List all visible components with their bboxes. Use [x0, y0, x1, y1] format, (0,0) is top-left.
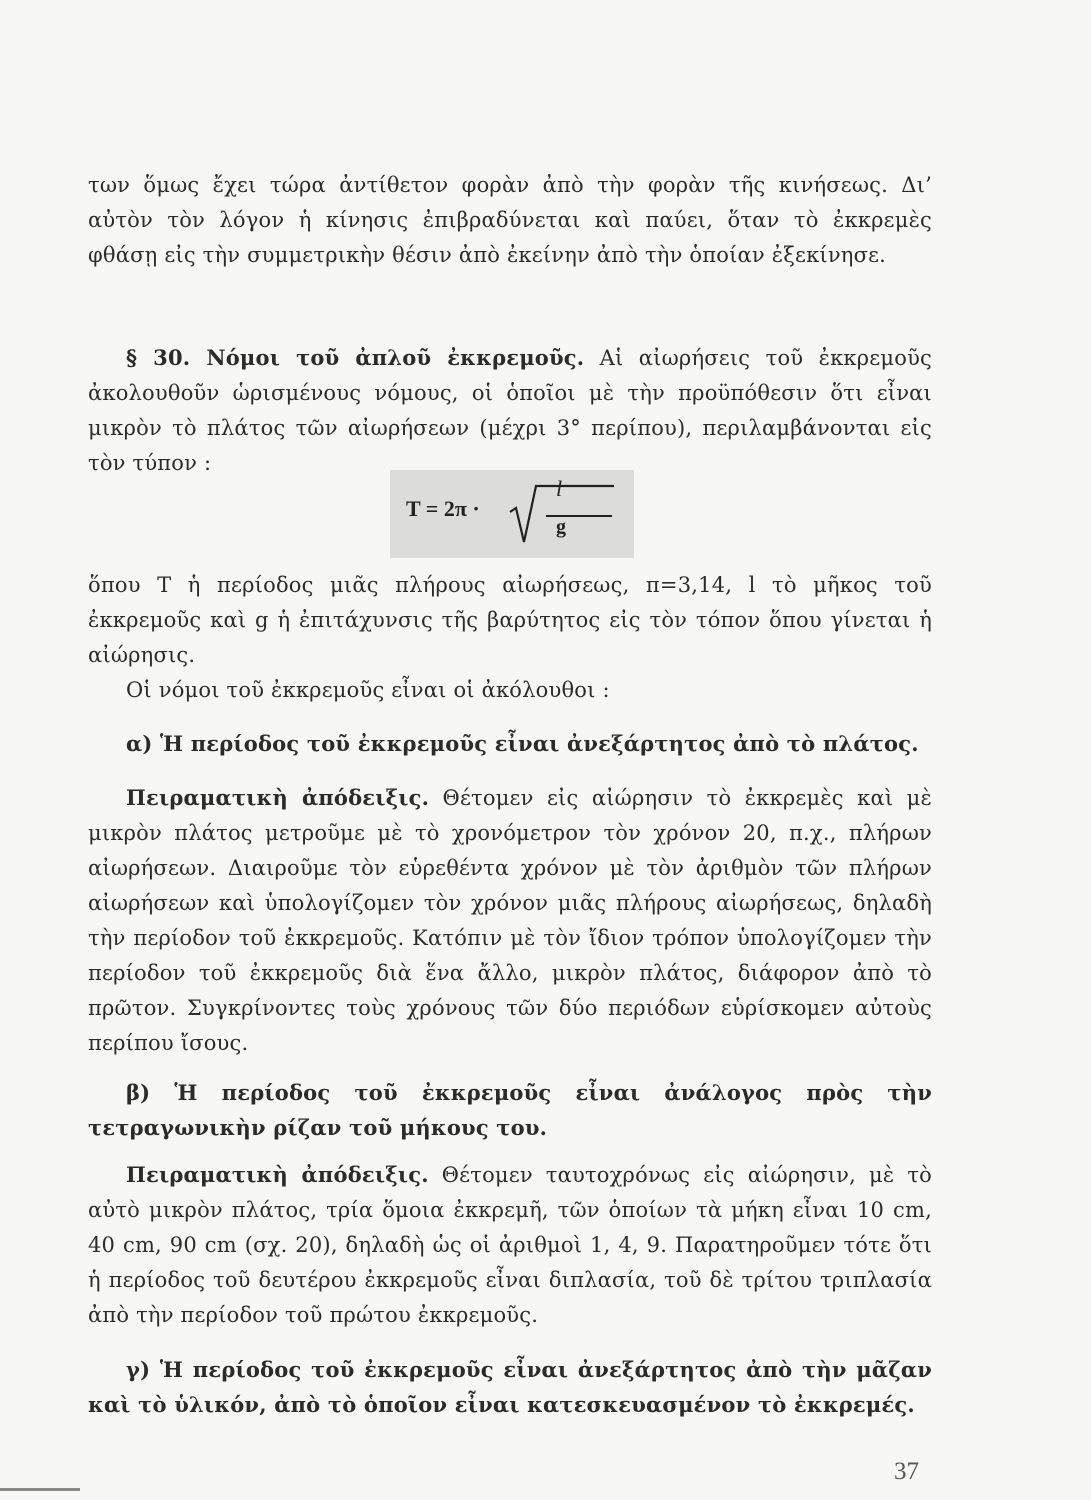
section-heading: § 30. Νόμοι τοῦ ἀπλοῦ ἐκκρεμοῦς. — [126, 345, 585, 370]
law-a-statement: α) Ἡ περίοδος τοῦ ἐκκρεμοῦς εἶναι ἀνεξάρτητος ἀπὸ τὸ πλάτος. — [126, 731, 919, 756]
laws-intro: Οἱ νόμοι τοῦ ἐκκρεμοῦς εἶναι οἱ ἀκόλουθοι : — [126, 678, 610, 702]
page-edge-shadow — [0, 1488, 80, 1491]
proof-a — [88, 780, 932, 1061]
law-c — [88, 1352, 932, 1422]
formula-lhs: T = 2π · — [406, 496, 480, 521]
proof-b — [88, 1157, 932, 1333]
section-30 — [88, 340, 932, 481]
proof-b-paragraph — [88, 1157, 932, 1333]
page-number: 37 — [894, 1458, 919, 1485]
paragraph-continuation — [88, 168, 932, 273]
proof-a-paragraph — [88, 780, 932, 1061]
law-c-statement: γ) Ἡ περίοδος τοῦ ἐκκρεμοῦς εἶναι ἀνεξάρτητος ἀπὸ τὴν μᾶζαν καὶ τὸ ὑλικόν, ἀπὸ τὸ ὁποῖον εἶναι κατεσκευασμένον τὸ ἐκκρεμές. — [88, 1357, 932, 1417]
proof-a-text: Θέτομεν εἰς αἰώρησιν τὸ ἐκκρεμὲς καὶ μὲ μικρὸν πλάτος μετροῦμε μὲ τὸ χρονόμετρον τὸν χρόνον 20, π.χ., πλήρων αἰωρήσεων. Διαιροῦμε τὸν εὑρεθέντα χρόνον μὲ τὸν ἀριθμὸν τῶν πλήρων αἰωρήσεων καὶ ὑπολογίζομεν τὸν χρόνον μιᾶς πλήρους αἰωρήσεως, δηλαδὴ τὴν περίοδον τοῦ ἐκκρεμοῦς. Κατόπιν μὲ τὸν ἴδιον τρόπον ὑπολογίζομεν τὴν περίοδον τοῦ ἐκκρεμοῦς διὰ ἕνα ἄλλο, μικρὸν πλάτος, διάφορον ἀπὸ τὸ πρῶτον. Συγκρίνοντες τοὺς χρόνους τῶν δύο περιόδων εὑρίσκομεν αὐτοὺς περίπου ἴσους. — [88, 786, 932, 1055]
proof-b-text: Θέτομεν ταυτοχρόνως εἰς αἰώρησιν, μὲ τὸ αὐτὸ μικρὸν πλάτος, τρία ὅμοια ἐκκρεμῆ, τῶν ὁποίων τὰ μήκη εἶναι 10 cm, 40 cm, 90 cm (σχ. 20), δηλαδὴ ὡς οἱ ἀριθμοὶ 1, 4, 9. Παρατηροῦμεν τότε ὅτι ἡ περίοδος τοῦ δευτέρου ἐκκρεμοῦς εἶναι διπλασία, τοῦ δὲ τρίτου τριπλασία ἀπὸ τὴν περίοδον τοῦ πρώτου ἐκκρεμοῦς. — [88, 1163, 932, 1327]
proof-a-label: Πειραματικὴ ἀπόδειξις. — [126, 785, 430, 810]
law-b — [88, 1075, 932, 1145]
law-a — [88, 726, 932, 761]
proof-b-label: Πειραματικὴ ἀπόδειξις. — [126, 1162, 429, 1187]
formula-denominator: g — [556, 516, 566, 538]
section-paragraph — [88, 340, 932, 481]
formula-explanation — [88, 568, 932, 708]
law-b-statement: β) Ἡ περίοδος τοῦ ἐκκρεμοῦς εἶναι ἀνάλογος πρὸς τὴν τετραγωνικὴν ρίζαν τοῦ μήκους του. — [88, 1080, 932, 1140]
section-text: Αἱ αἰωρήσεις τοῦ ἐκκρεμοῦς ἀκολουθοῦν ὡρισμένους νόμους, οἱ ὁποῖοι μὲ τὴν προϋπόθεσιν ὅτι εἶναι μικρὸν τὸ πλάτος τῶν αἰωρήσεων (μέχρι 3° περίπου), περιλαμβάνονται εἰς τὸν τύπον : — [88, 346, 932, 475]
paragraph-text: των ὅμως ἔχει τώρα ἀντίθετον φορὰν ἀπὸ τὴν φορὰν τῆς κινήσεως. Δι’ αὐτὸν τὸν λόγον ἡ κίνησις ἐπιβραδύνεται καὶ παύει, ὅταν τὸ ἐκκρεμὲς φθάσῃ εἰς τὴν συμμετρικὴν θέσιν ἀπὸ ἐκείνην ἀπὸ τὴν ὁποίαν ἐξεκίνησε. — [88, 173, 932, 267]
pendulum-formula — [390, 470, 634, 558]
explanation-text: ὅπου Τ ἡ περίοδος μιᾶς πλήρους αἰωρήσεως, π=3,14, l τὸ μῆκος τοῦ ἐκκρεμοῦς καὶ g ἡ ἐπιτάχυνσις τῆς βαρύτητος εἰς τὸν τόπον ὅπου γίνεται ἡ αἰώρησις. — [88, 573, 932, 667]
formula-numerator: l — [556, 476, 563, 501]
